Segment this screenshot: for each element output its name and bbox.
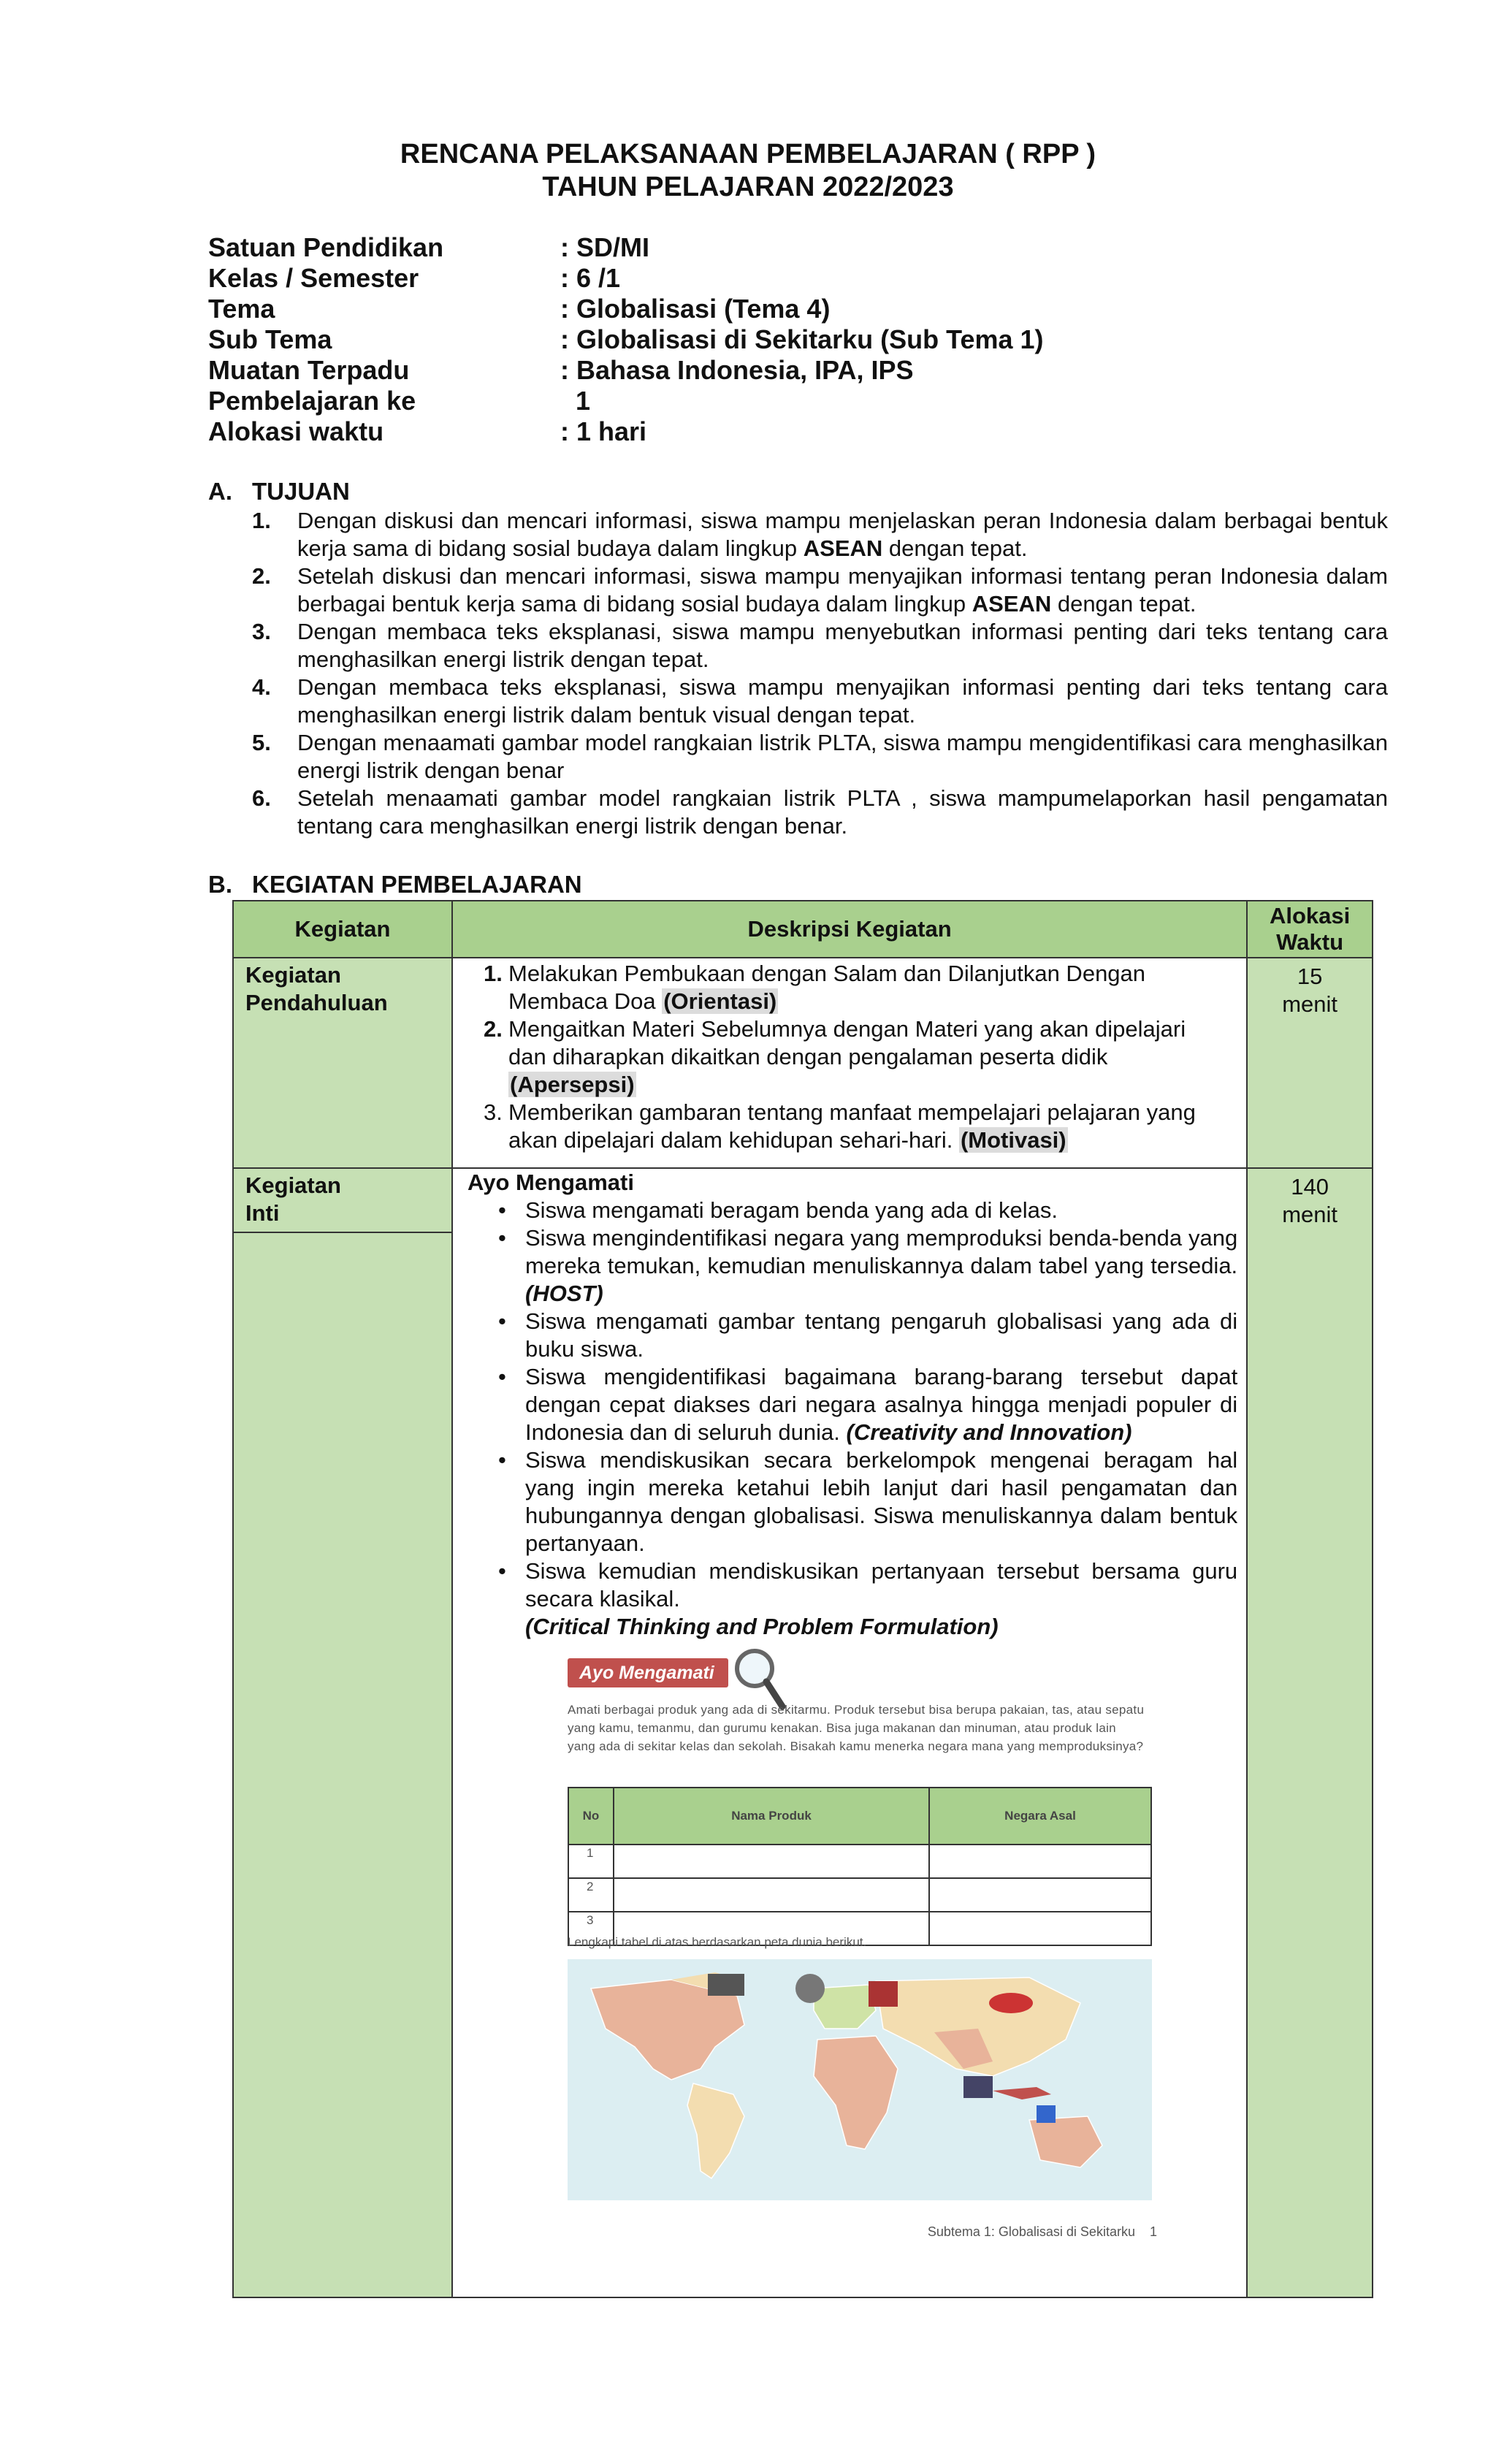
list-item — [466, 1363, 1237, 1446]
document-subtitle: TAHUN PELAJARAN 2022/2023 — [542, 172, 954, 202]
skill-tag: (Creativity and Innovation) — [846, 1419, 1132, 1445]
item-text: Siswa mengamati beragam benda yang ada di kelas. — [525, 1197, 1058, 1223]
section-letter: A. — [208, 478, 232, 505]
identity-label: Pembelajaran ke — [208, 386, 416, 416]
item-text: Setelah diskusi dan mencari informasi, siswa mampu menyajikan informasi tentang peran Indonesia dalam berbagai bentuk kerja sama di bidang sosial budaya dalam lingkup — [297, 563, 1388, 617]
item-emphasis: ASEAN — [972, 591, 1052, 617]
item-text-end: dengan tepat. — [1051, 591, 1197, 617]
table-row — [568, 1878, 1151, 1912]
list-item — [252, 785, 1388, 840]
identity-label: Satuan Pendidikan — [208, 232, 444, 262]
item-text: Dengan menaamati gambar model rangkaian listrik PLTA, siswa mampu mengidentifikasi cara menghasilkan energi listrik dengan benar — [297, 730, 1388, 783]
figure-note: Lengkapi tabel di atas berdasarkan peta dunia berikut. — [568, 1935, 867, 1949]
ayo-mengamati-heading: Ayo Mengamati — [468, 1170, 634, 1195]
bullet-icon: • — [498, 1364, 506, 1389]
pendahuluan-list — [466, 960, 1237, 1154]
list-item — [466, 1446, 1237, 1557]
item-number: 2. — [252, 563, 271, 589]
section-heading-tujuan — [208, 478, 350, 506]
tujuan-list — [252, 507, 1388, 840]
item-text: Dengan membaca teks eksplanasi, siswa mampu menyebutkan informasi penting dari teks tentang cara menghasilkan energi listrik dengan tepat. — [297, 619, 1388, 672]
document-title: RENCANA PELAKSANAAN PEMBELAJARAN ( RPP ) — [400, 139, 1096, 169]
kegiatan-cell — [233, 958, 452, 1168]
item-number: 3. — [252, 619, 271, 644]
section-title: KEGIATAN PEMBELAJARAN — [252, 871, 582, 898]
kegiatan-name: Kegiatan Pendahuluan — [245, 962, 388, 1015]
deskripsi-cell — [452, 958, 1247, 1168]
identity-label: Tema — [208, 294, 275, 324]
identity-label: Alokasi waktu — [208, 416, 384, 446]
item-number: 2. — [484, 1016, 503, 1042]
alokasi-cell — [1247, 958, 1373, 1168]
item-number: 1. — [484, 961, 503, 986]
kegiatan-table — [232, 900, 1373, 2298]
item-text: Dengan membaca teks eksplanasi, siswa mampu menyajikan informasi penting dari teks tentang cara menghasilkan energi listrik dalam bentuk visual dengan tepat. — [297, 674, 1388, 728]
world-map-image — [525, 1959, 1179, 2222]
identity-label: Sub Tema — [208, 324, 332, 354]
item-text-end: dengan tepat. — [882, 535, 1028, 561]
figure-col-country: Negara Asal — [929, 1788, 1151, 1845]
list-item — [252, 729, 1388, 785]
identity-value: 1 — [576, 386, 591, 416]
bullet-icon: • — [498, 1447, 506, 1473]
figure-cell: 2 — [568, 1878, 614, 1912]
item-number: 1. — [252, 508, 271, 533]
item-text: Setelah menaamati gambar model rangkaian listrik PLTA , siswa mampumelaporkan hasil pengamatan tentang cara menghasilkan energi listrik dengan benar. — [297, 785, 1388, 839]
list-item — [466, 1557, 1237, 1613]
bullet-icon: • — [498, 1197, 506, 1223]
list-item — [466, 1099, 1237, 1154]
figure-cell: 1 — [568, 1845, 614, 1878]
figure-table — [568, 1787, 1152, 1946]
figure-col-no: No — [568, 1788, 614, 1845]
item-number: 4. — [252, 674, 271, 700]
identity-label: Kelas / Semester — [208, 263, 419, 293]
table-row-inti — [233, 1168, 1373, 2297]
stage-tag: (Orientasi) — [663, 988, 777, 1014]
column-header-alokasi: Alokasi Waktu — [1247, 901, 1373, 958]
item-text: Siswa mengidentifikasi bagaimana barang-barang tersebut dapat dengan cepat diakses dari negara asalnya hingga menjadi populer di Indonesia dan di seluruh dunia. — [525, 1364, 1238, 1445]
bullet-icon: • — [498, 1308, 506, 1334]
item-text: Memberikan gambaran tentang manfaat mempelajari pelajaran yang akan dipelajari dalam kehidupan sehari-hari. — [508, 1099, 1196, 1153]
figure-banner: Ayo Mengamati — [568, 1658, 728, 1687]
list-item — [466, 960, 1237, 1015]
list-item — [252, 562, 1388, 618]
list-item — [466, 1224, 1237, 1308]
critical-thinking-tag: (Critical Thinking and Problem Formulation) — [525, 1614, 999, 1639]
figure-col-product: Nama Produk — [614, 1788, 929, 1845]
table-header-row — [233, 901, 1373, 958]
alokasi-value: 140 menit — [1282, 1174, 1337, 1227]
alokasi-value: 15 menit — [1282, 964, 1337, 1017]
list-item — [466, 1197, 1237, 1224]
bullet-icon: • — [498, 1225, 506, 1251]
list-item — [252, 618, 1388, 674]
identity-value: : Bahasa Indonesia, IPA, IPS — [560, 355, 914, 385]
deskripsi-cell — [452, 1168, 1247, 2297]
item-number: 5. — [252, 730, 271, 755]
identity-value: : Globalisasi (Tema 4) — [560, 294, 831, 324]
item-text: Melakukan Pembukaan dengan Salam dan Dilanjutkan Dengan Membaca Doa — [508, 961, 1146, 1014]
skill-tag: (HOST) — [525, 1281, 603, 1306]
item-text: Siswa kemudian mendiskusikan pertanyaan tersebut bersama guru secara klasikal. — [525, 1558, 1238, 1611]
inti-bullet-list — [466, 1197, 1237, 1613]
figure-footer — [928, 2218, 1157, 2246]
section-letter: B. — [208, 871, 232, 898]
list-item — [252, 674, 1388, 729]
identity-label: Muatan Terpadu — [208, 355, 410, 385]
kegiatan-name: Kegiatan Inti — [234, 1169, 451, 1233]
section-title: TUJUAN — [252, 478, 350, 505]
identity-value: : 1 hari — [560, 416, 647, 446]
figure-page-number: 1 — [1149, 2224, 1157, 2239]
identity-value: : 6 /1 — [560, 263, 621, 293]
identity-value: : SD/MI — [560, 232, 649, 262]
section-heading-kegiatan — [208, 871, 582, 899]
stage-tag: (Motivasi) — [960, 1127, 1066, 1153]
item-text: Siswa mendiskusikan secara berkelompok mengenai beragam hal yang ingin mereka ketahui lebih lanjut dari hasil pengamatan dan hubungannya dengan globalisasi. Siswa menuliskannya dalam bentuk pertanyaan. — [525, 1447, 1238, 1556]
item-number: 3. — [484, 1099, 503, 1125]
item-text: Mengaitkan Materi Sebelumnya dengan Materi yang akan dipelajari dan diharapkan dikaitkan dengan pengalaman peserta didik — [508, 1016, 1186, 1069]
stage-tag: (Apersepsi) — [510, 1072, 635, 1097]
figure-cell: 3 — [568, 1912, 614, 1945]
item-text: Siswa mengamati gambar tentang pengaruh globalisasi yang ada di buku siswa. — [525, 1308, 1238, 1362]
bullet-icon: • — [498, 1558, 506, 1584]
figure-instruction: Amati berbagai produk yang ada di sekitarmu. Produk tersebut bisa berupa pakaian, tas, atau sepatu yang kamu, temanmu, dan gurumu kenakan. Bisa juga makanan dan minuman, atau produk lain yang ada di sekitar kelas dan sekolah. Bisakah kamu menerka negara mana yang memproduksinya? — [568, 1703, 1145, 1753]
column-header-kegiatan: Kegiatan — [233, 901, 452, 958]
item-text: Siswa mengindentifikasi negara yang memproduksi benda-benda yang mereka temukan, kemudian menuliskannya dalam tabel yang tersedia. — [525, 1225, 1238, 1278]
textbook-figure — [525, 1644, 1179, 2256]
list-item — [466, 1015, 1237, 1099]
list-item — [466, 1308, 1237, 1363]
table-row — [568, 1845, 1151, 1878]
figure-footer-text: Subtema 1: Globalisasi di Sekitarku — [927, 2224, 1135, 2239]
item-text: Dengan diskusi dan mencari informasi, siswa mampu menjelaskan peran Indonesia dalam berbagai bentuk kerja sama di bidang sosial budaya dalam lingkup — [297, 508, 1388, 561]
item-number: 6. — [252, 785, 271, 811]
table-row-pendahuluan — [233, 958, 1373, 1168]
identity-value: : Globalisasi di Sekitarku (Sub Tema 1) — [560, 324, 1044, 354]
column-header-deskripsi: Deskripsi Kegiatan — [452, 901, 1247, 958]
alokasi-cell — [1247, 1168, 1373, 2297]
list-item — [252, 507, 1388, 562]
kegiatan-cell — [233, 1168, 452, 2297]
item-emphasis: ASEAN — [803, 535, 883, 561]
